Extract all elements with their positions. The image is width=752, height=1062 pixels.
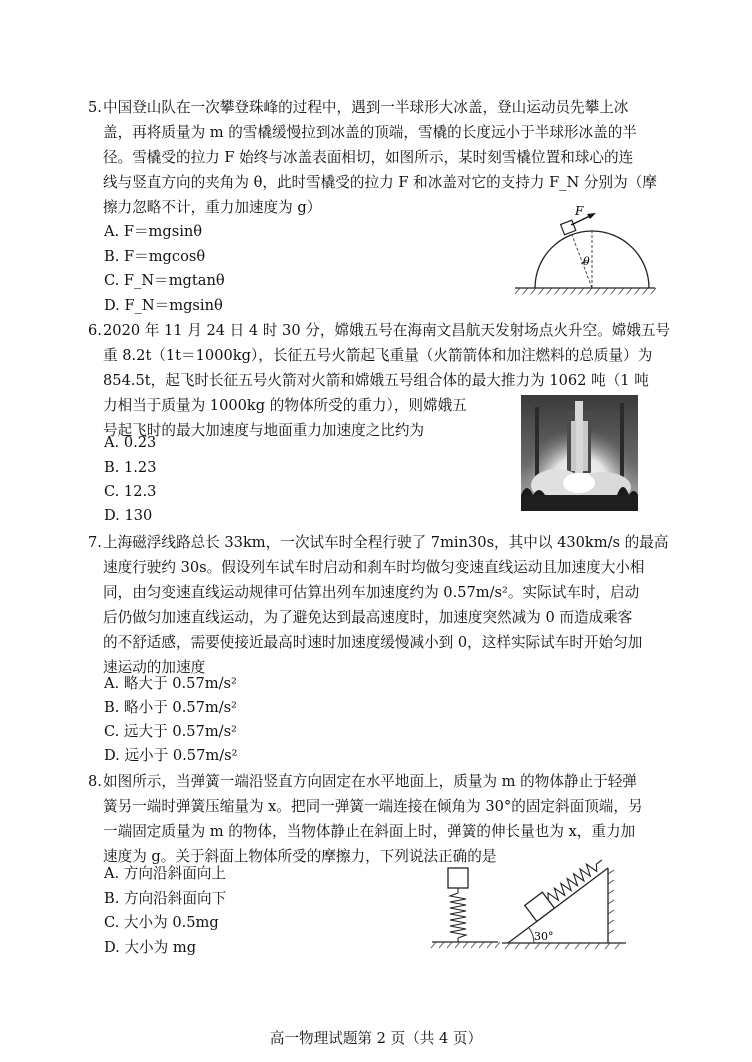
question-text-line: 速度为 g。关于斜面上物体所受的摩擦力，下列说法正确的是 <box>103 848 497 865</box>
option-b[interactable]: B. 1.23 <box>104 459 157 476</box>
option-d[interactable]: D. 130 <box>104 507 153 524</box>
force-label: F <box>575 204 584 218</box>
option-b[interactable]: B. 方向沿斜面向下 <box>104 890 227 907</box>
question-text-line: 径。雪橇受的拉力 F 始终与冰盖表面相切，如图所示，某时刻雪橇位置和球心的连 <box>103 149 634 166</box>
question-text-line: 的不舒适感，需要使接近最高时速时加速度缓慢减小到 0，这样实际试车时开始匀加 <box>103 634 643 651</box>
question-number: 6. <box>88 322 102 339</box>
option-c[interactable]: C. 大小为 0.5mg <box>104 914 219 931</box>
option-b[interactable]: B. F＝mgcosθ <box>104 248 206 265</box>
option-a[interactable]: A. 方向沿斜面向上 <box>104 865 226 882</box>
option-c[interactable]: C. F_N＝mgtanθ <box>104 272 225 289</box>
question-text-line: 号起飞时的最大加速度与地面重力加速度之比约为 <box>103 422 425 439</box>
question-8 <box>88 769 668 869</box>
option-c[interactable]: C. 远大于 0.57m/s² <box>104 723 237 740</box>
hemisphere-figure <box>510 203 660 298</box>
question-7 <box>88 530 668 680</box>
option-b[interactable]: B. 略小于 0.57m/s² <box>104 699 238 716</box>
question-text-line: 后仍做匀加速直线运动，为了避免达到最高速度时，加速度突然减为 0 而造成乘客 <box>103 609 633 626</box>
question-text-line: 一端固定质量为 m 的物体，当物体静止在斜面上时，弹簧的伸长量也为 x，重力加 <box>103 823 636 840</box>
question-text-line: 簧另一端时弹簧压缩量为 x。把同一弹簧一端连接在倾角为 30°的固定斜面顶端，另 <box>103 798 643 815</box>
question-text-line: 2020 年 11 月 24 日 4 时 30 分，嫦娥五号在海南文昌航天发射场点火升空。嫦娥五号 <box>103 322 671 339</box>
option-a[interactable]: A. 0.23 <box>104 434 157 451</box>
option-d[interactable]: D. 大小为 mg <box>104 939 197 956</box>
question-number: 8. <box>88 773 102 790</box>
vertical-spring-figure <box>428 866 503 952</box>
rocket-launch-photo <box>521 395 638 511</box>
question-text-line: 中国登山队在一次攀登珠峰的过程中，遇到一半球形大冰盖，登山运动员先攀上冰 <box>103 99 629 116</box>
question-text-line: 同，由匀变速直线运动规律可估算出列车加速度约为 0.57m/s²。实际试车时，启动 <box>103 584 640 601</box>
question-text-line: 线与竖直方向的夹角为 θ，此时雪橇受的拉力 F 和冰盖对它的支持力 F_N 分别为（摩 <box>103 174 657 191</box>
question-text-line: 速度行驶约 30s。假设列车试车时启动和刹车时均做匀变速直线运动且加速度大小相 <box>103 559 645 576</box>
option-a[interactable]: A. F＝mgsinθ <box>104 223 203 240</box>
question-text-line: 重 8.2t（1t＝1000kg），长征五号火箭起飞重量（火箭箭体和加注燃料的总质量）为 <box>103 347 653 364</box>
question-text-line: 如图所示，当弹簧一端沿竖直方向固定在水平地面上，质量为 m 的物体静止于轻弹 <box>103 773 637 790</box>
question-text-line: 擦力忽略不计，重力加速度为 g） <box>103 199 322 216</box>
option-a[interactable]: A. 略大于 0.57m/s² <box>104 675 237 692</box>
question-text-line: 854.5t，起飞时长征五号火箭对火箭和嫦娥五号组合体的最大推力为 1062 吨（1 吨 <box>103 372 649 389</box>
question-text-line: 上海磁浮线路总长 33km，一次试车时全程行驶了 7min30s，其中以 430km/s 的最高 <box>103 534 669 551</box>
question-5 <box>88 95 668 220</box>
question-number: 5. <box>88 99 102 116</box>
page-footer: 高一物理试题第 2 页（共 4 页） <box>269 1030 483 1047</box>
option-d[interactable]: D. 远小于 0.57m/s² <box>104 747 238 764</box>
option-c[interactable]: C. 12.3 <box>104 483 157 500</box>
angle-label: 30° <box>534 930 554 943</box>
incline-spring-figure <box>500 858 630 952</box>
question-text-line: 速运动的加速度 <box>103 659 206 676</box>
question-text-line: 盖，再将质量为 m 的雪橇缓慢拉到冰盖的顶端，雪橇的长度远小于半球形冰盖的半 <box>103 124 637 141</box>
option-d[interactable]: D. F_N＝mgsinθ <box>104 297 223 314</box>
question-number: 7. <box>88 534 102 551</box>
question-text-line: 力相当于质量为 1000kg 的物体所受的重力），则嫦娥五 <box>103 397 467 414</box>
angle-label: θ <box>583 255 590 268</box>
